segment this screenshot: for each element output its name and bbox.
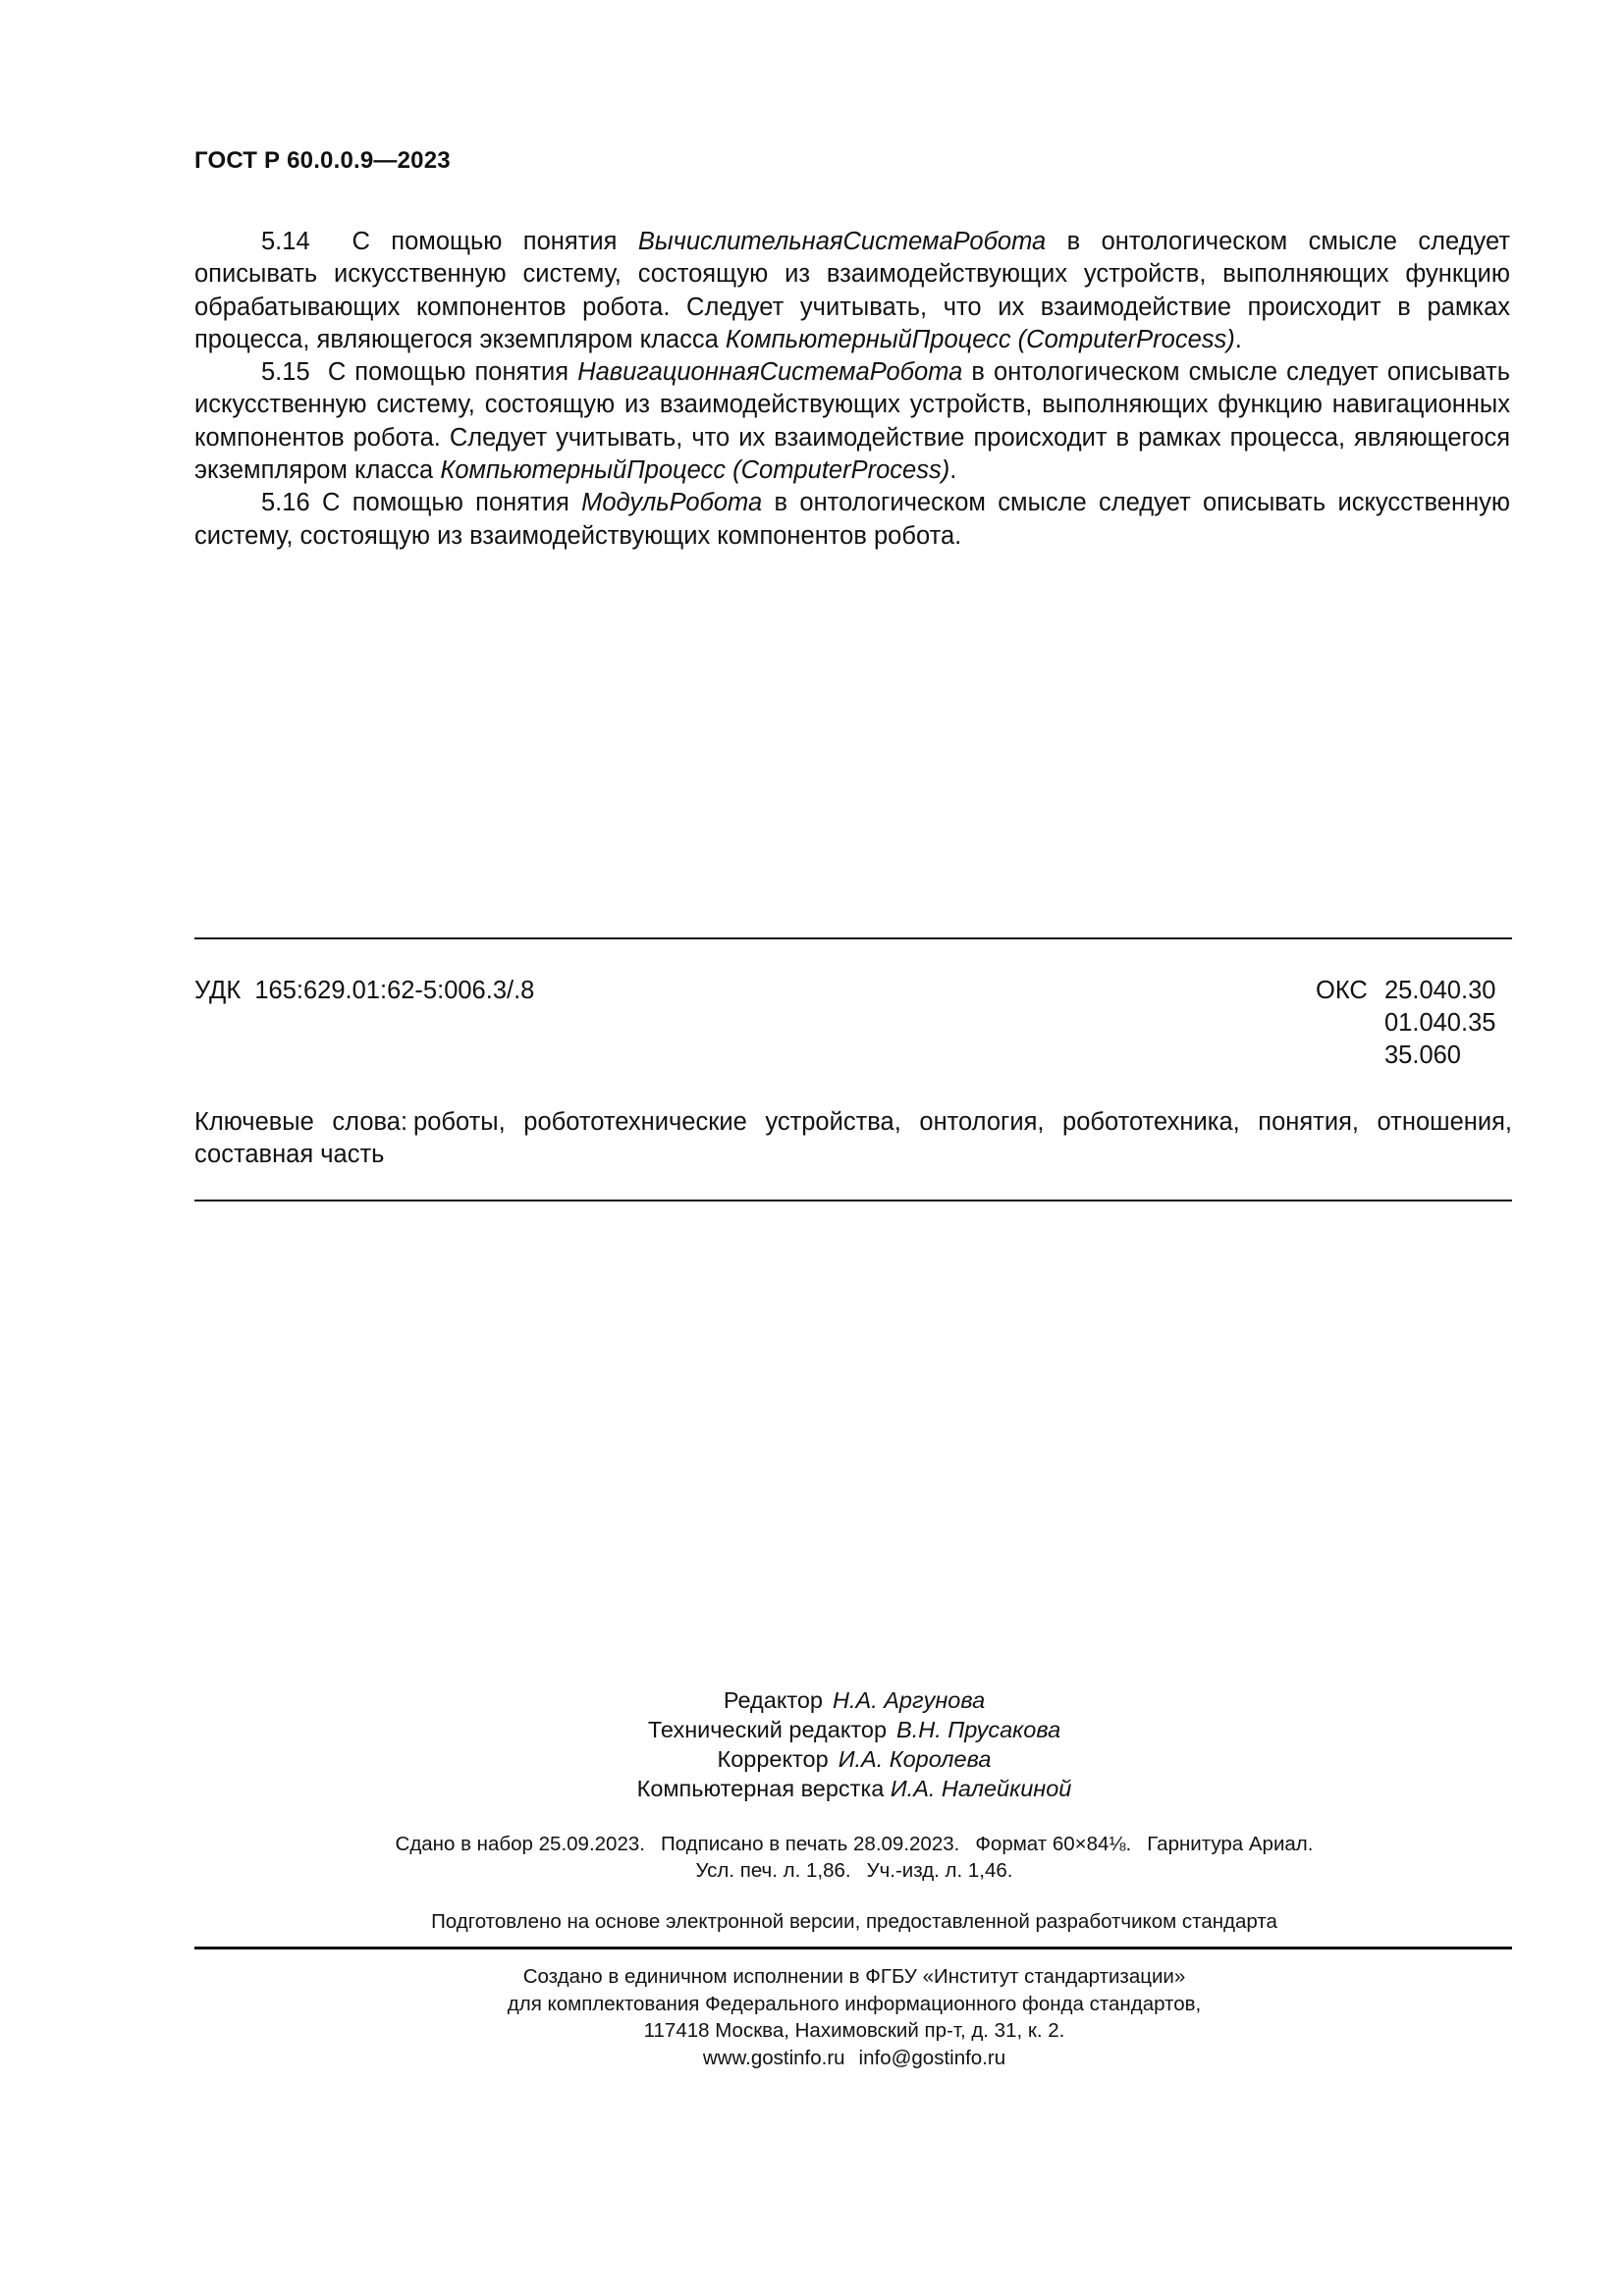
section-concept: НавигационнаяСистемаРобота bbox=[577, 358, 963, 387]
section-concept: МодульРобота bbox=[581, 489, 763, 517]
oks-code-list bbox=[1384, 975, 1495, 1072]
credit-role: Редактор bbox=[723, 1687, 824, 1713]
submitted-date: Сдано в набор 25.09.2023. bbox=[395, 1833, 645, 1855]
keywords-value: роботы, робототехнические устройства, онтология, робототехника, понятия, отношения, составная часть bbox=[194, 1108, 1512, 1168]
print-format: Формат 60×84⅛. bbox=[975, 1833, 1132, 1855]
signed-date: Подписано в печать 28.09.2023. bbox=[660, 1833, 960, 1855]
imprint-line-2: для комплектования Федерального информационного фонда стандартов, bbox=[507, 1992, 1202, 2015]
body-text bbox=[194, 226, 1510, 553]
section-number: 5.16 bbox=[261, 489, 310, 517]
udk-value: 165:629.01:62-5:006.3/.8 bbox=[254, 977, 535, 1004]
oks-codes bbox=[1316, 975, 1512, 1072]
section-intro: С помощью понятия bbox=[352, 228, 618, 255]
section-intro: С помощью понятия bbox=[321, 489, 569, 517]
imprint-contacts bbox=[0, 2045, 1624, 2072]
credits-block bbox=[0, 1685, 1624, 1803]
section-text: в онтологическом смысле следует описывать искусственную систему, состоящую из взаимодействующих устройств, выполняющих функцию обрабатывающих компонентов робота. Следует учитывать, что их взаимодействие происходит в рамках процесса, являющегося экземпляром класса bbox=[194, 228, 1511, 353]
imprint-line-1: Создано в единичном исполнении в ФГБУ «Институт стандартизации» bbox=[522, 1965, 1186, 1988]
document-header: ГОСТ Р 60.0.0.9—2023 bbox=[194, 147, 451, 174]
oks-label: ОКС bbox=[1316, 977, 1368, 1004]
section-5-16 bbox=[194, 487, 1510, 553]
oks-code: 35.060 bbox=[1384, 1041, 1461, 1069]
section-end: . bbox=[949, 456, 957, 485]
credit-role: Технический редактор bbox=[647, 1717, 888, 1742]
credit-line bbox=[0, 1744, 1624, 1774]
section-end: . bbox=[1234, 325, 1242, 353]
keywords-label: Ключевые слова: bbox=[194, 1108, 408, 1136]
publication-line-1 bbox=[0, 1831, 1624, 1857]
section-5-14 bbox=[194, 226, 1510, 356]
imprint-line-3: 117418 Москва, Нахимовский пр-т, д. 31, к. 2. bbox=[643, 2019, 1065, 2042]
credit-role: Корректор bbox=[717, 1746, 829, 1772]
credit-name: И.А. Налейкиной bbox=[890, 1776, 1072, 1801]
section-concept: ВычислительнаяСистемаРобота bbox=[637, 228, 1047, 255]
credit-role: Компьютерная верстка bbox=[636, 1776, 885, 1801]
imprint bbox=[0, 1963, 1624, 2071]
credit-line bbox=[0, 1685, 1624, 1715]
prepared-note: Подготовлено на основе электронной версии, предоставленной разработчиком стандарта bbox=[431, 1910, 1277, 1933]
publisher-sheets: Уч.-изд. л. 1,46. bbox=[866, 1859, 1013, 1882]
section-number: 5.15 bbox=[261, 358, 310, 387]
credit-line bbox=[0, 1715, 1624, 1744]
section-intro: С помощью понятия bbox=[327, 358, 569, 387]
keywords bbox=[194, 1106, 1512, 1171]
typeface: Гарнитура Ариал. bbox=[1147, 1833, 1314, 1855]
divider-imprint bbox=[194, 1947, 1512, 1949]
credit-name: Н.А. Аргунова bbox=[833, 1687, 986, 1713]
oks-code: 01.040.35 bbox=[1384, 1009, 1496, 1037]
oks-code: 25.040.30 bbox=[1384, 977, 1496, 1004]
section-class-ref: КомпьютерныйПроцесс (ComputerProcess) bbox=[725, 325, 1235, 353]
section-5-15 bbox=[194, 356, 1510, 487]
email-link[interactable]: info@gostinfo.ru bbox=[858, 2046, 1006, 2069]
udk-code bbox=[194, 975, 534, 1007]
section-text: в онтологическом смысле следует описывать искусственную систему, состоящую из взаимодействующих компонентов робота. bbox=[194, 489, 1511, 550]
publication-info bbox=[0, 1831, 1624, 1884]
credit-name: И.А. Королева bbox=[838, 1746, 992, 1772]
divider-top bbox=[194, 937, 1512, 939]
section-class-ref: КомпьютерныйПроцесс (ComputerProcess) bbox=[440, 456, 950, 485]
credit-name: В.Н. Прусакова bbox=[896, 1717, 1061, 1742]
print-sheets: Усл. печ. л. 1,86. bbox=[695, 1859, 851, 1882]
udk-label: УДК bbox=[194, 977, 242, 1004]
publication-line-2 bbox=[0, 1857, 1624, 1884]
section-text: в онтологическом смысле следует описывать искусственную систему, состоящую из взаимодействующих устройств, выполняющих функцию навигационных компонентов робота. Следует учитывать, что их взаимодействие происходит в рамках процесса, являющегося экземпляром класса bbox=[194, 358, 1511, 485]
credit-line bbox=[0, 1774, 1624, 1803]
divider-keywords bbox=[194, 1200, 1512, 1201]
website-link[interactable]: www.gostinfo.ru bbox=[702, 2046, 845, 2069]
section-number: 5.14 bbox=[261, 228, 310, 255]
